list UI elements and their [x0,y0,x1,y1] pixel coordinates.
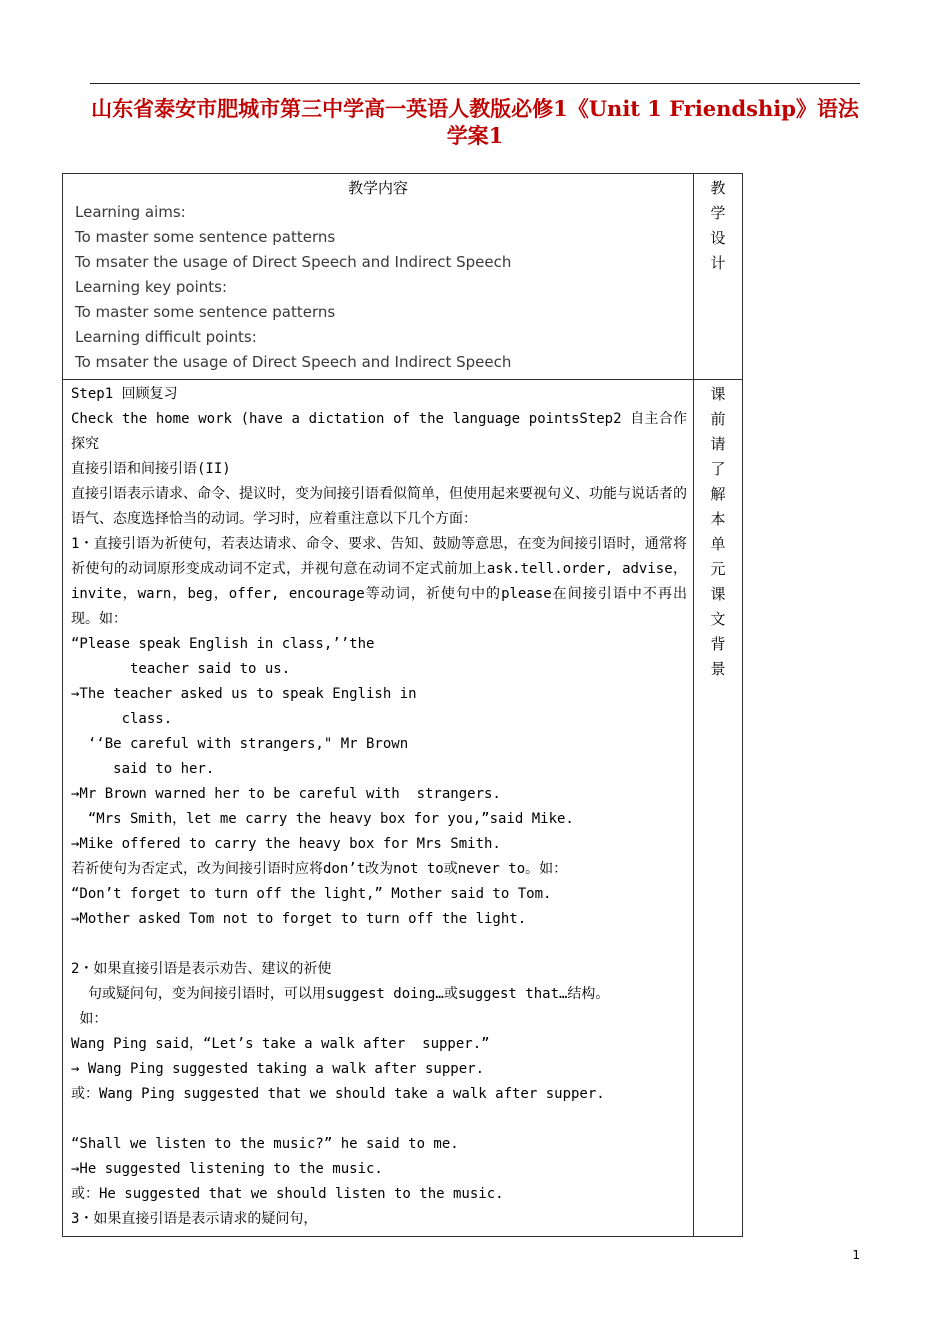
body-line: ‘‘Be careful with strangers," Mr Brown [71,736,409,752]
body-line: → Wang Ping suggested taking a walk after supper. [71,1061,485,1077]
side-char: 背 [710,635,726,653]
aim-line: To master some sentence patterns [75,228,336,246]
side-char: 前 [710,410,726,428]
body-line: “Please speak English in class,’’the [71,636,375,652]
learning-aims-block [63,200,693,379]
body-line: “Mrs Smith，let me carry the heavy box for you,”said Mike. [71,811,574,827]
body-line: 或：He suggested that we should listen to the music. [71,1186,504,1202]
body-line: 如： [71,1011,108,1027]
body-line: →Mike offered to carry the heavy box for Mrs Smith. [71,836,501,852]
body-line: said to her. [71,761,215,777]
body-line: 若祈使句为否定式，改为间接引语时应将don’t改为not to或never to。如： [71,861,568,877]
title-line-1: 山东省泰安市肥城市第三中学高一英语人教版必修1《Unit 1 Friendship》语法 [91,96,859,121]
side-char: 教 [710,179,726,197]
blank-line [71,932,687,957]
side-char: 计 [710,254,726,272]
aim-line: To msater the usage of Direct Speech and Indirect Speech [75,253,512,271]
cell-teaching-content [63,174,694,380]
body-line: →Mr Brown warned her to be careful with strangers. [71,786,501,802]
cell-preview-background [694,380,743,1237]
body-line: →Mother asked Tom not to forget to turn off the light. [71,911,527,927]
body-line: Check the home work (have a dictation of the language pointsStep2 自主合作 探究 [71,411,687,452]
body-line: Wang Ping said，“Let’s take a walk after supper.” [71,1036,490,1052]
body-line: 直接引语表示请求、命令、提议时，变为间接引语看似简单，但使用起来要视句义、功能与说话者的语气、态度选择恰当的动词。学习时，应着重注意以下几个方面： [71,486,687,527]
page-number: 1 [852,1248,860,1262]
side-char: 文 [710,610,726,628]
side-char: 了 [710,460,726,478]
body-line: 直接引语和间接引语(II) [71,461,231,477]
body-line: 3・如果直接引语是表示请求的疑问句， [71,1211,318,1227]
row-teaching-content [63,174,743,380]
body-line: 或：Wang Ping suggested that we should take a walk after supper. [71,1086,605,1102]
side-label-teaching-design [708,176,728,276]
body-line: “Don’t forget to turn off the light,” Mother said to Tom. [71,886,552,902]
side-char: 本 [710,510,726,528]
title-line-2: 学案1 [446,123,504,148]
side-label-preview-background [708,382,728,682]
aim-line: Learning difficult points: [75,328,257,346]
side-char: 元 [710,560,726,578]
body-line: →The teacher asked us to speak English in [71,686,417,702]
aim-line: Learning key points: [75,278,228,296]
row-lesson-body [63,380,743,1237]
aim-line: Learning aims: [75,203,186,221]
aim-line: To master some sentence patterns [75,303,336,321]
side-char: 单 [710,535,726,553]
body-line: class. [71,711,173,727]
document-title [80,95,870,149]
body-line: “Shall we listen to the music?” he said to me. [71,1136,459,1152]
side-char: 课 [710,585,726,603]
cell-teaching-design [694,174,743,380]
side-char: 设 [710,229,726,247]
blank-line [71,1107,687,1132]
body-line: teacher said to us. [71,661,291,677]
side-char: 学 [710,204,726,222]
body-line: 1・直接引语为祈使句，若表达请求、命令、要求、告知、鼓励等意思，在变为间接引语时，通常将祈使句的动词原形变成动词不定式，并视句意在动词不定式前加上ask.tell.order, advise，invite，warn，beg，offer, encourage等动词，祈使句中的please在间接引语中不再出现。如： [71,536,687,627]
side-char: 景 [710,660,726,678]
side-char: 请 [710,435,726,453]
side-char: 课 [710,385,726,403]
aim-line: To msater the usage of Direct Speech and Indirect Speech [75,353,512,371]
side-char: 解 [710,485,726,503]
body-line: →He suggested listening to the music. [71,1161,383,1177]
lesson-table [62,173,743,1237]
header-rule [90,83,860,84]
body-line: 2・如果直接引语是表示劝告、建议的祈使 [71,961,332,977]
lesson-body [63,380,693,1236]
teaching-content-header: 教学内容 [347,179,408,197]
body-line: 句或疑问句，变为间接引语时，可以用suggest doing…或suggest that…结构。 [71,986,610,1002]
body-line: Step1 回顾复习 [71,386,178,402]
cell-lesson-body [63,380,694,1237]
